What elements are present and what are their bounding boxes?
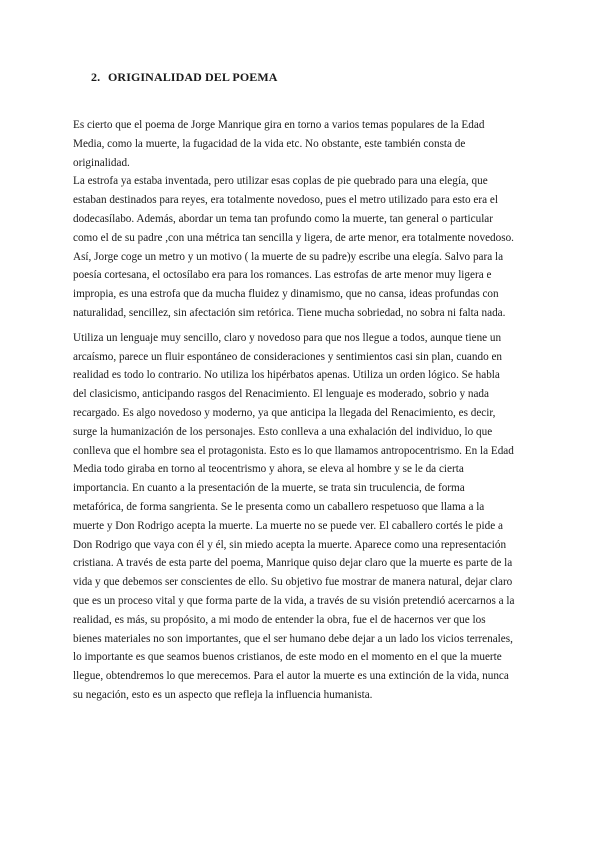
section-number: 2. [91, 70, 101, 84]
paragraph-lenguaje: Utiliza un lenguaje muy sencillo, claro y novedoso para que nos llegue a todos, aunque tiene un arcaísmo, parece un fluir espontáneo de consideraciones y sentimientos casi sin plan, cuando en realidad es todo lo contrario. No utiliza los hipérbatos apenas. Utiliza un orden lógico. Se habla del clasicismo, anticipando rasgos del Renacimiento. El lenguaje es moderado, sobrio y nada recargado. Es algo novedoso y moderno, ya que anticipa la llegada del Renacimiento, es decir, surge la humanización de los personajes. Esto conlleva a una exhalación del individuo, lo que conlleva que el hombre sea el protagonista. Esto es lo que llamamos antropocentrismo. En la Edad Media todo giraba en torno al teocentrismo y ahora, se eleva al hombre y se le da cierta importancia. En cuanto a la presentación de la muerte, se trata sin truculencia, de forma metafórica, de forma sangrienta. Se le presenta como un caballero respetuoso que llama a la muerte y Don Rodrigo acepta la muerte. La muerte no se puede ver. El caballero cortés le pide a Don Rodrigo que vaya con él y él, sin miedo acepta la muerte. Aparece como una representación cristiana. A través de esta parte del poema, Manrique quiso dejar claro que la muerte es parte de la vida y que debemos ser conscientes de ello. Su objetivo fue mostrar de manera natural, dejar claro que es un proceso vital y que forma parte de la vida, a través de su visión pretendió acercarnos a la realidad, es más, su propósito, a mi modo de entender la obra, fue el de hacernos ver que los bienes materiales no son importantes, que el ser humano debe dejar a un lado los vicios terrenales, lo importante es que seamos buenos cristianos, de este modo en el momento en el que la muerte llegue, obtendremos lo que merecemos. Para el autor la muerte es una extinción de la vida, nunca su negación, esto es un aspecto que refleja la influencia humanista. [73, 331, 515, 701]
section-heading [91, 70, 278, 85]
paragraph-estrofa: La estrofa ya estaba inventada, pero utilizar esas coplas de pie quebrado para una elegía, que estaban destinados para reyes, era totalmente novedoso, pues el metro utilizado para esto era el dodecasílabo. Además, abordar un tema tan profundo como la muerte, tan general o particular como el de su padre ,con una métrica tan sencilla y ligera, de arte menor, era totalmente novedoso. Así, Jorge coge un metro y un motivo ( la muerte de su padre)y escribe una elegía. Salvo para la poesía cortesana, el octosílabo era para los romances. Las estrofas de arte menor muy ligera e impropia, es una estrofa que da mucha fluidez y dinamismo, que no cansa, ideas profundas con naturalidad, sencillez, sin afectación sim retórica. Tiene mucha sobriedad, no sobra ni falta nada. [73, 175, 514, 319]
paragraph-intro: Es cierto que el poema de Jorge Manrique gira en torno a varios temas populares de la Edad Media, como la muerte, la fugacidad de la vida etc. No obstante, este también consta de originalidad. [73, 119, 485, 169]
body-text [73, 116, 515, 705]
section-title: ORIGINALIDAD DEL POEMA [108, 70, 278, 84]
